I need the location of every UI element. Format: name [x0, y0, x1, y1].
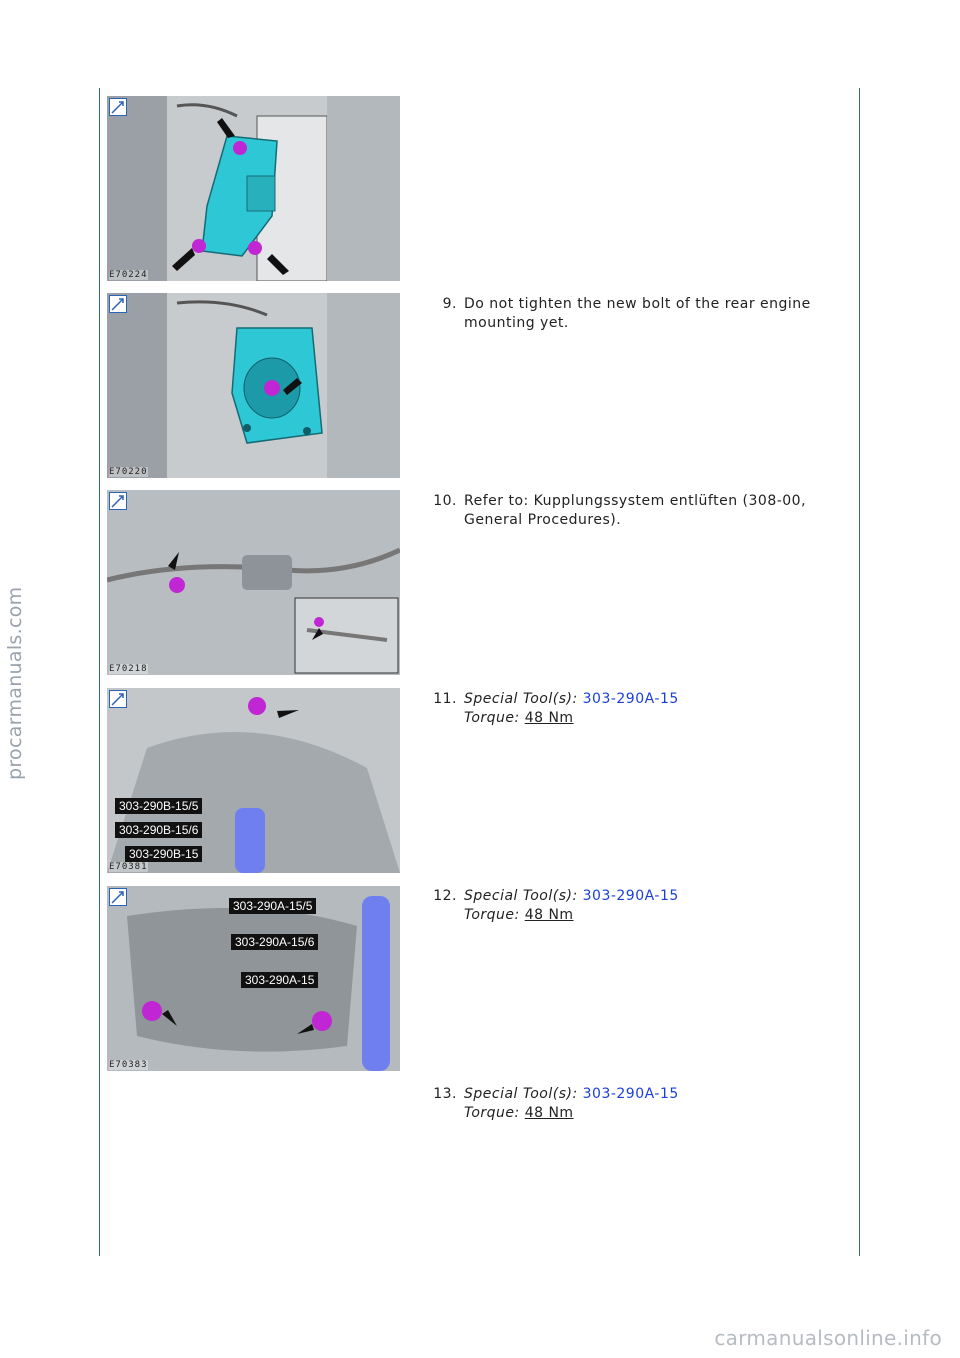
figure-code: E70224 — [109, 270, 148, 280]
step-text: Refer to: Kupplungssystem entlüften (308-00, General Procedures). — [464, 493, 807, 528]
tool-label: 303-290A-15/5 — [229, 898, 316, 914]
step-12 — [421, 887, 841, 925]
torque-value: 48 Nm — [524, 907, 574, 923]
special-tool-link[interactable]: 303-290A-15 — [582, 888, 679, 904]
zoom-icon[interactable] — [109, 295, 127, 313]
tool-label: 303-290A-15 — [241, 972, 318, 988]
right-margin-rule — [859, 88, 860, 1256]
torque-label: Torque: — [464, 1105, 520, 1121]
step-number: 9. — [442, 296, 457, 312]
figure-code: E70220 — [109, 467, 148, 477]
figure-e70220 — [107, 293, 400, 478]
step-number: 12. — [433, 888, 457, 904]
tool-label: 303-290B-15 — [125, 846, 202, 862]
rear-engine-mounting-illustration — [107, 293, 400, 478]
torque-label: Torque: — [464, 907, 520, 923]
special-tool-label: Special Tool(s): — [464, 691, 578, 707]
bottom-watermark: carmanualsonline.info — [714, 1326, 942, 1350]
side-watermark: procarmanuals.com — [4, 586, 26, 780]
torque-value: 48 Nm — [524, 710, 574, 726]
engine-mount-bracket-illustration — [107, 96, 400, 281]
zoom-icon[interactable] — [109, 690, 127, 708]
figure-e70224 — [107, 96, 400, 281]
step-13 — [421, 1085, 841, 1123]
special-tool-label: Special Tool(s): — [464, 888, 578, 904]
step-number: 10. — [433, 493, 457, 509]
torque-value: 48 Nm — [524, 1105, 574, 1121]
figure-e70218 — [107, 490, 400, 675]
figure-code: E70383 — [109, 1060, 148, 1070]
special-tool-label: Special Tool(s): — [464, 1086, 578, 1102]
figure-code: E70218 — [109, 664, 148, 674]
left-margin-rule — [99, 88, 100, 1256]
special-tool-link[interactable]: 303-290A-15 — [582, 1086, 679, 1102]
step-number: 11. — [433, 691, 457, 707]
zoom-icon[interactable] — [109, 98, 127, 116]
figure-e70381 — [107, 688, 400, 873]
tool-label: 303-290B-15/5 — [115, 798, 202, 814]
clutch-line-illustration — [107, 490, 400, 675]
torque-label: Torque: — [464, 710, 520, 726]
tool-label: 303-290B-15/6 — [115, 822, 202, 838]
tool-label: 303-290A-15/6 — [231, 934, 318, 950]
step-11 — [421, 690, 841, 728]
step-text: Do not tighten the new bolt of the rear engine mounting yet. — [464, 296, 811, 331]
step-number: 13. — [433, 1086, 457, 1102]
figure-code: E70381 — [109, 862, 148, 872]
step-9 — [421, 295, 841, 333]
step-10 — [421, 492, 841, 530]
figure-e70383 — [107, 886, 400, 1071]
zoom-icon[interactable] — [109, 492, 127, 510]
special-tool-link[interactable]: 303-290A-15 — [582, 691, 679, 707]
zoom-icon[interactable] — [109, 888, 127, 906]
